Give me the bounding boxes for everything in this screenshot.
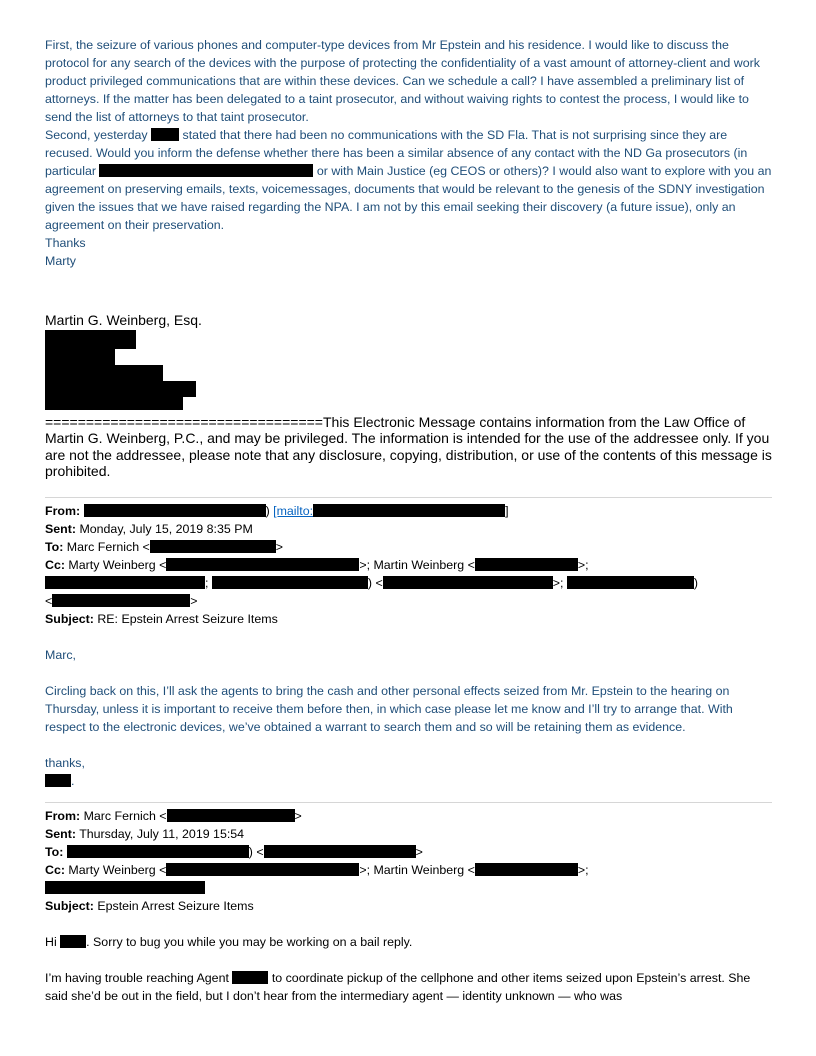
redaction <box>45 349 115 365</box>
cc-label: Cc: <box>45 863 65 878</box>
email3-to-line: To: ) < > <box>45 845 423 860</box>
signature-redactions <box>45 330 772 410</box>
cc-value-1: Marty Weinberg < <box>68 558 167 573</box>
email3-from-line: From: Marc Fernich < > <box>45 809 302 824</box>
email1-paragraph-2 <box>45 126 772 234</box>
email1-thanks: Thanks <box>45 236 86 250</box>
redaction <box>167 809 295 822</box>
mailto-link[interactable]: [mailto: <box>273 504 314 519</box>
p2-text-a: Second, yesterday <box>45 128 148 142</box>
redaction <box>45 381 196 397</box>
redaction <box>45 881 205 894</box>
redaction <box>475 863 578 876</box>
redaction <box>52 594 190 607</box>
divider <box>45 497 772 498</box>
email2-cc-line-2: ; ) < >; ) <box>45 574 772 592</box>
email3-cc-line: Cc: Marty Weinberg < >; Martin Weinberg < >; <box>45 863 589 878</box>
redaction <box>99 164 313 177</box>
subject-value: RE: Epstein Arrest Seizure Items <box>97 612 278 627</box>
to-label: To: <box>45 845 64 860</box>
email2-greeting: Marc, <box>45 648 76 663</box>
email1-paragraph-1: First, the seizure of various phones and computer-type devices from Mr Epstein and his residence. I would like to discuss the protocol for any search of the devices with the purpose of protecting the confidentiality of a vast amount of attorney-client and work product privileged communications that are within these devices. Can we schedule a call? I have assembled a preliminary list of attorneys. If the matter has been delegated to a taint prosecutor, and without waiving rights to contest the process, I would like to send the list of attorneys to that taint prosecutor. <box>45 38 760 124</box>
email2-subject-line <box>45 610 772 628</box>
redaction <box>475 558 578 571</box>
subject-label: Subject: <box>45 612 94 627</box>
email2-cc-line: Cc: Marty Weinberg < >; Martin Weinberg < >; <box>45 558 589 573</box>
redaction <box>45 576 205 589</box>
sent-value: Monday, July 15, 2019 8:35 PM <box>79 522 253 537</box>
signature-name: Martin G. Weinberg, Esq. <box>45 312 202 328</box>
email2-header <box>45 502 772 628</box>
redaction <box>567 576 694 589</box>
divider <box>45 802 772 803</box>
p2-text-b: stated that there had been no communications with the SD Fla. That is not surprising since they are recused. Would you inform the defense whether there has been a similar absence of any contact with the ND Ga prosecutors (in particular <box>45 128 748 178</box>
email2-sent-line <box>45 520 772 538</box>
email2-to-line: To: Marc Fernich < > <box>45 540 284 555</box>
email2-body <box>45 646 772 790</box>
hi-rest-text: . Sorry to bug you while you may be working on a bail reply. <box>86 935 413 950</box>
cc-label: Cc: <box>45 558 65 573</box>
email2-from-line: From: ) [mailto: ] <box>45 504 509 519</box>
email3-subject-line <box>45 897 772 915</box>
subject-value: Epstein Arrest Seizure Items <box>97 899 254 914</box>
body-text-b: to coordinate pickup of the cellphone and other items seized upon Epstein’s arrest. She said she’d be out in the field, but I don’t hear from the intermediary agent — identity unknown — who was <box>45 971 751 1004</box>
subject-label: Subject: <box>45 899 94 914</box>
from-value: Marc Fernich < <box>83 809 167 824</box>
redaction <box>45 330 136 349</box>
email3-header <box>45 807 772 915</box>
email3-paragraph <box>45 969 772 1005</box>
email3-sent-line <box>45 825 772 843</box>
email2-cc-line-3: < > <box>45 594 198 609</box>
redaction <box>60 935 86 948</box>
email1-body <box>45 36 772 270</box>
to-label: To: <box>45 540 64 555</box>
hi-text: Hi <box>45 935 57 950</box>
email-document <box>45 36 772 1005</box>
redaction <box>166 558 359 571</box>
redaction <box>45 774 71 787</box>
redaction <box>212 576 368 589</box>
p2-text-c: or with Main Justice (eg CEOS or others)? I would also want to explore with you an agreement on preserving emails, texts, voicemessages, documents that would be relevant to the genesis of the SDNY investigation given the issues that we have raised regarding the NPA. I am not by this email seeking their discovery (a future issue), only an agreement on their preservation. <box>45 164 772 232</box>
redaction <box>67 845 249 858</box>
email3-cc-line-2 <box>45 879 772 897</box>
redaction <box>313 504 505 517</box>
to-value: Marc Fernich < <box>66 540 150 555</box>
sent-value: Thursday, July 11, 2019 15:54 <box>79 827 245 842</box>
sent-label: Sent: <box>45 827 76 842</box>
email2-paragraph: Circling back on this, I’ll ask the agents to bring the cash and other personal effects seized from Mr. Epstein to the hearing on Thursday, unless it is important to receive them before then, in which case please let me know and I’ll try to arrange that. With respect to the electronic devices, we’ve obtained a warrant to search them and so will be retaining them as evidence. <box>45 684 733 735</box>
disclaimer: ==================================This Electronic Message contains information from the Law Office of Martin G. Weinberg, P.C., and may be privileged. The information is intended for the use of the addressee only. If you are not the addressee, please note that any disclosure, copying, distribution, or use of the contents of this message is prohibited. <box>45 414 772 479</box>
redaction <box>166 863 359 876</box>
cc-value-1: Marty Weinberg < <box>68 863 167 878</box>
redaction <box>84 504 266 517</box>
redaction <box>151 128 179 141</box>
email1-name: Marty <box>45 254 76 268</box>
redaction <box>45 365 163 381</box>
from-label: From: <box>45 504 81 519</box>
email2-signoff: thanks, <box>45 756 85 771</box>
cc-value-2: ; Martin Weinberg < <box>366 863 475 878</box>
redaction <box>232 971 268 984</box>
sent-label: Sent: <box>45 522 76 537</box>
email3-body <box>45 933 772 1005</box>
email2-signer: . <box>45 772 772 790</box>
redaction <box>264 845 416 858</box>
redaction <box>150 540 276 553</box>
email3-hi-line <box>45 933 772 951</box>
redaction <box>383 576 553 589</box>
cc-value-2: ; Martin Weinberg < <box>366 558 475 573</box>
body-text-a: I’m having trouble reaching Agent <box>45 971 229 986</box>
redaction <box>45 397 183 410</box>
from-label: From: <box>45 809 81 824</box>
